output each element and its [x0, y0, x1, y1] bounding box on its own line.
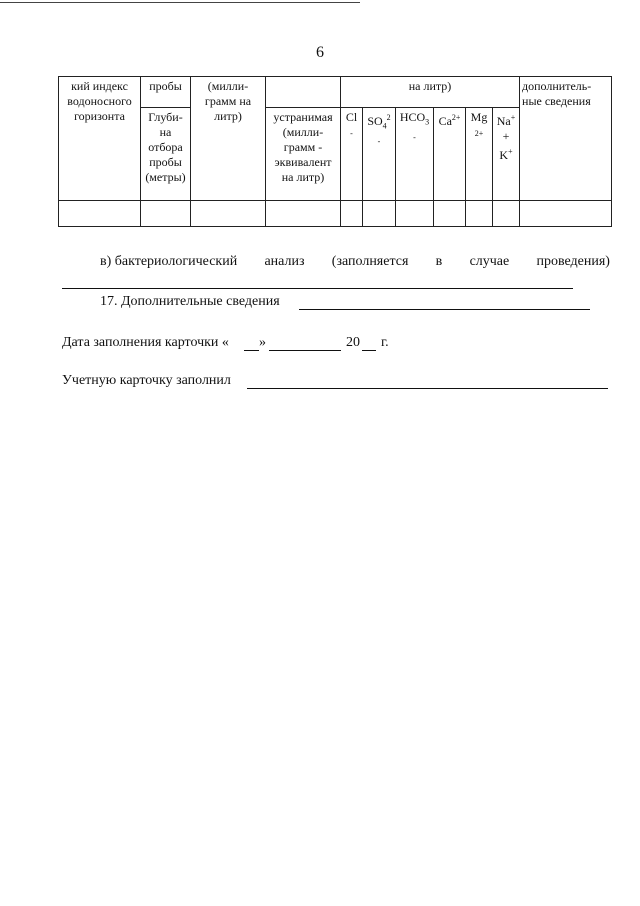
bact-word: случае: [469, 254, 510, 269]
bact-word: в: [435, 254, 443, 269]
filled-by-label: Учетную карточку заполнил: [62, 373, 231, 388]
bact-word: анализ: [264, 254, 305, 269]
table-cell[interactable]: [520, 201, 612, 227]
section-17-label: 17. Дополнительные сведения: [100, 294, 280, 309]
date-year-suffix: г.: [381, 335, 389, 350]
header-samples: пробы: [141, 77, 191, 108]
table-cell[interactable]: [363, 201, 396, 227]
top-rule: [0, 2, 360, 3]
additional-info-fill-line[interactable]: [299, 309, 590, 310]
header-mg: Mg 2+: [466, 108, 493, 201]
date-prefix: Дата заполнения карточки «: [62, 335, 229, 350]
table-cell[interactable]: [493, 201, 520, 227]
table-cell[interactable]: [396, 201, 434, 227]
table-row: [59, 201, 612, 227]
date-year-line[interactable]: [362, 350, 376, 351]
table-cell[interactable]: [141, 201, 191, 227]
water-quality-table: [58, 76, 612, 227]
header-na-k: Na+ + K+: [493, 108, 520, 201]
table-cell[interactable]: [59, 201, 141, 227]
bact-word: в) бактериологический: [100, 254, 238, 269]
date-day-line[interactable]: [244, 350, 259, 351]
header-cl: Cl -: [341, 108, 363, 201]
header-per-liter: на литр): [341, 77, 520, 108]
page-number: 6: [316, 44, 324, 61]
bacteriological-analysis-line: [100, 254, 610, 270]
header-ca: $Ca^{2+}$: [434, 108, 466, 201]
bact-word: (заполняется: [331, 254, 409, 269]
header-removable-hardness: устранимая (милли-грамм - эквивалент на литр): [266, 108, 341, 201]
bact-word: проведения): [536, 254, 610, 269]
header-hco3: $HCO_3$ -: [396, 108, 434, 201]
header-aquifer-index: кий индекс водоносного горизонта: [59, 77, 141, 201]
date-quote-close: »: [259, 335, 266, 350]
date-month-line[interactable]: [269, 350, 341, 351]
table-cell[interactable]: [266, 201, 341, 227]
header-sample-depth: Глуби-на отбора пробы (метры): [141, 108, 191, 201]
table-cell[interactable]: [191, 201, 266, 227]
header-milligram-per-liter: (милли-грамм на литр): [191, 77, 266, 201]
bacteriological-fill-line[interactable]: [62, 288, 573, 289]
date-year-prefix: 20: [346, 335, 360, 350]
header-additional-info: дополнитель-ные сведения: [520, 77, 612, 201]
table-cell[interactable]: [341, 201, 363, 227]
table-cell[interactable]: [466, 201, 493, 227]
filled-by-fill-line[interactable]: [247, 388, 608, 389]
table-cell[interactable]: [434, 201, 466, 227]
header-so4: $SO_4^2$ -: [363, 108, 396, 201]
